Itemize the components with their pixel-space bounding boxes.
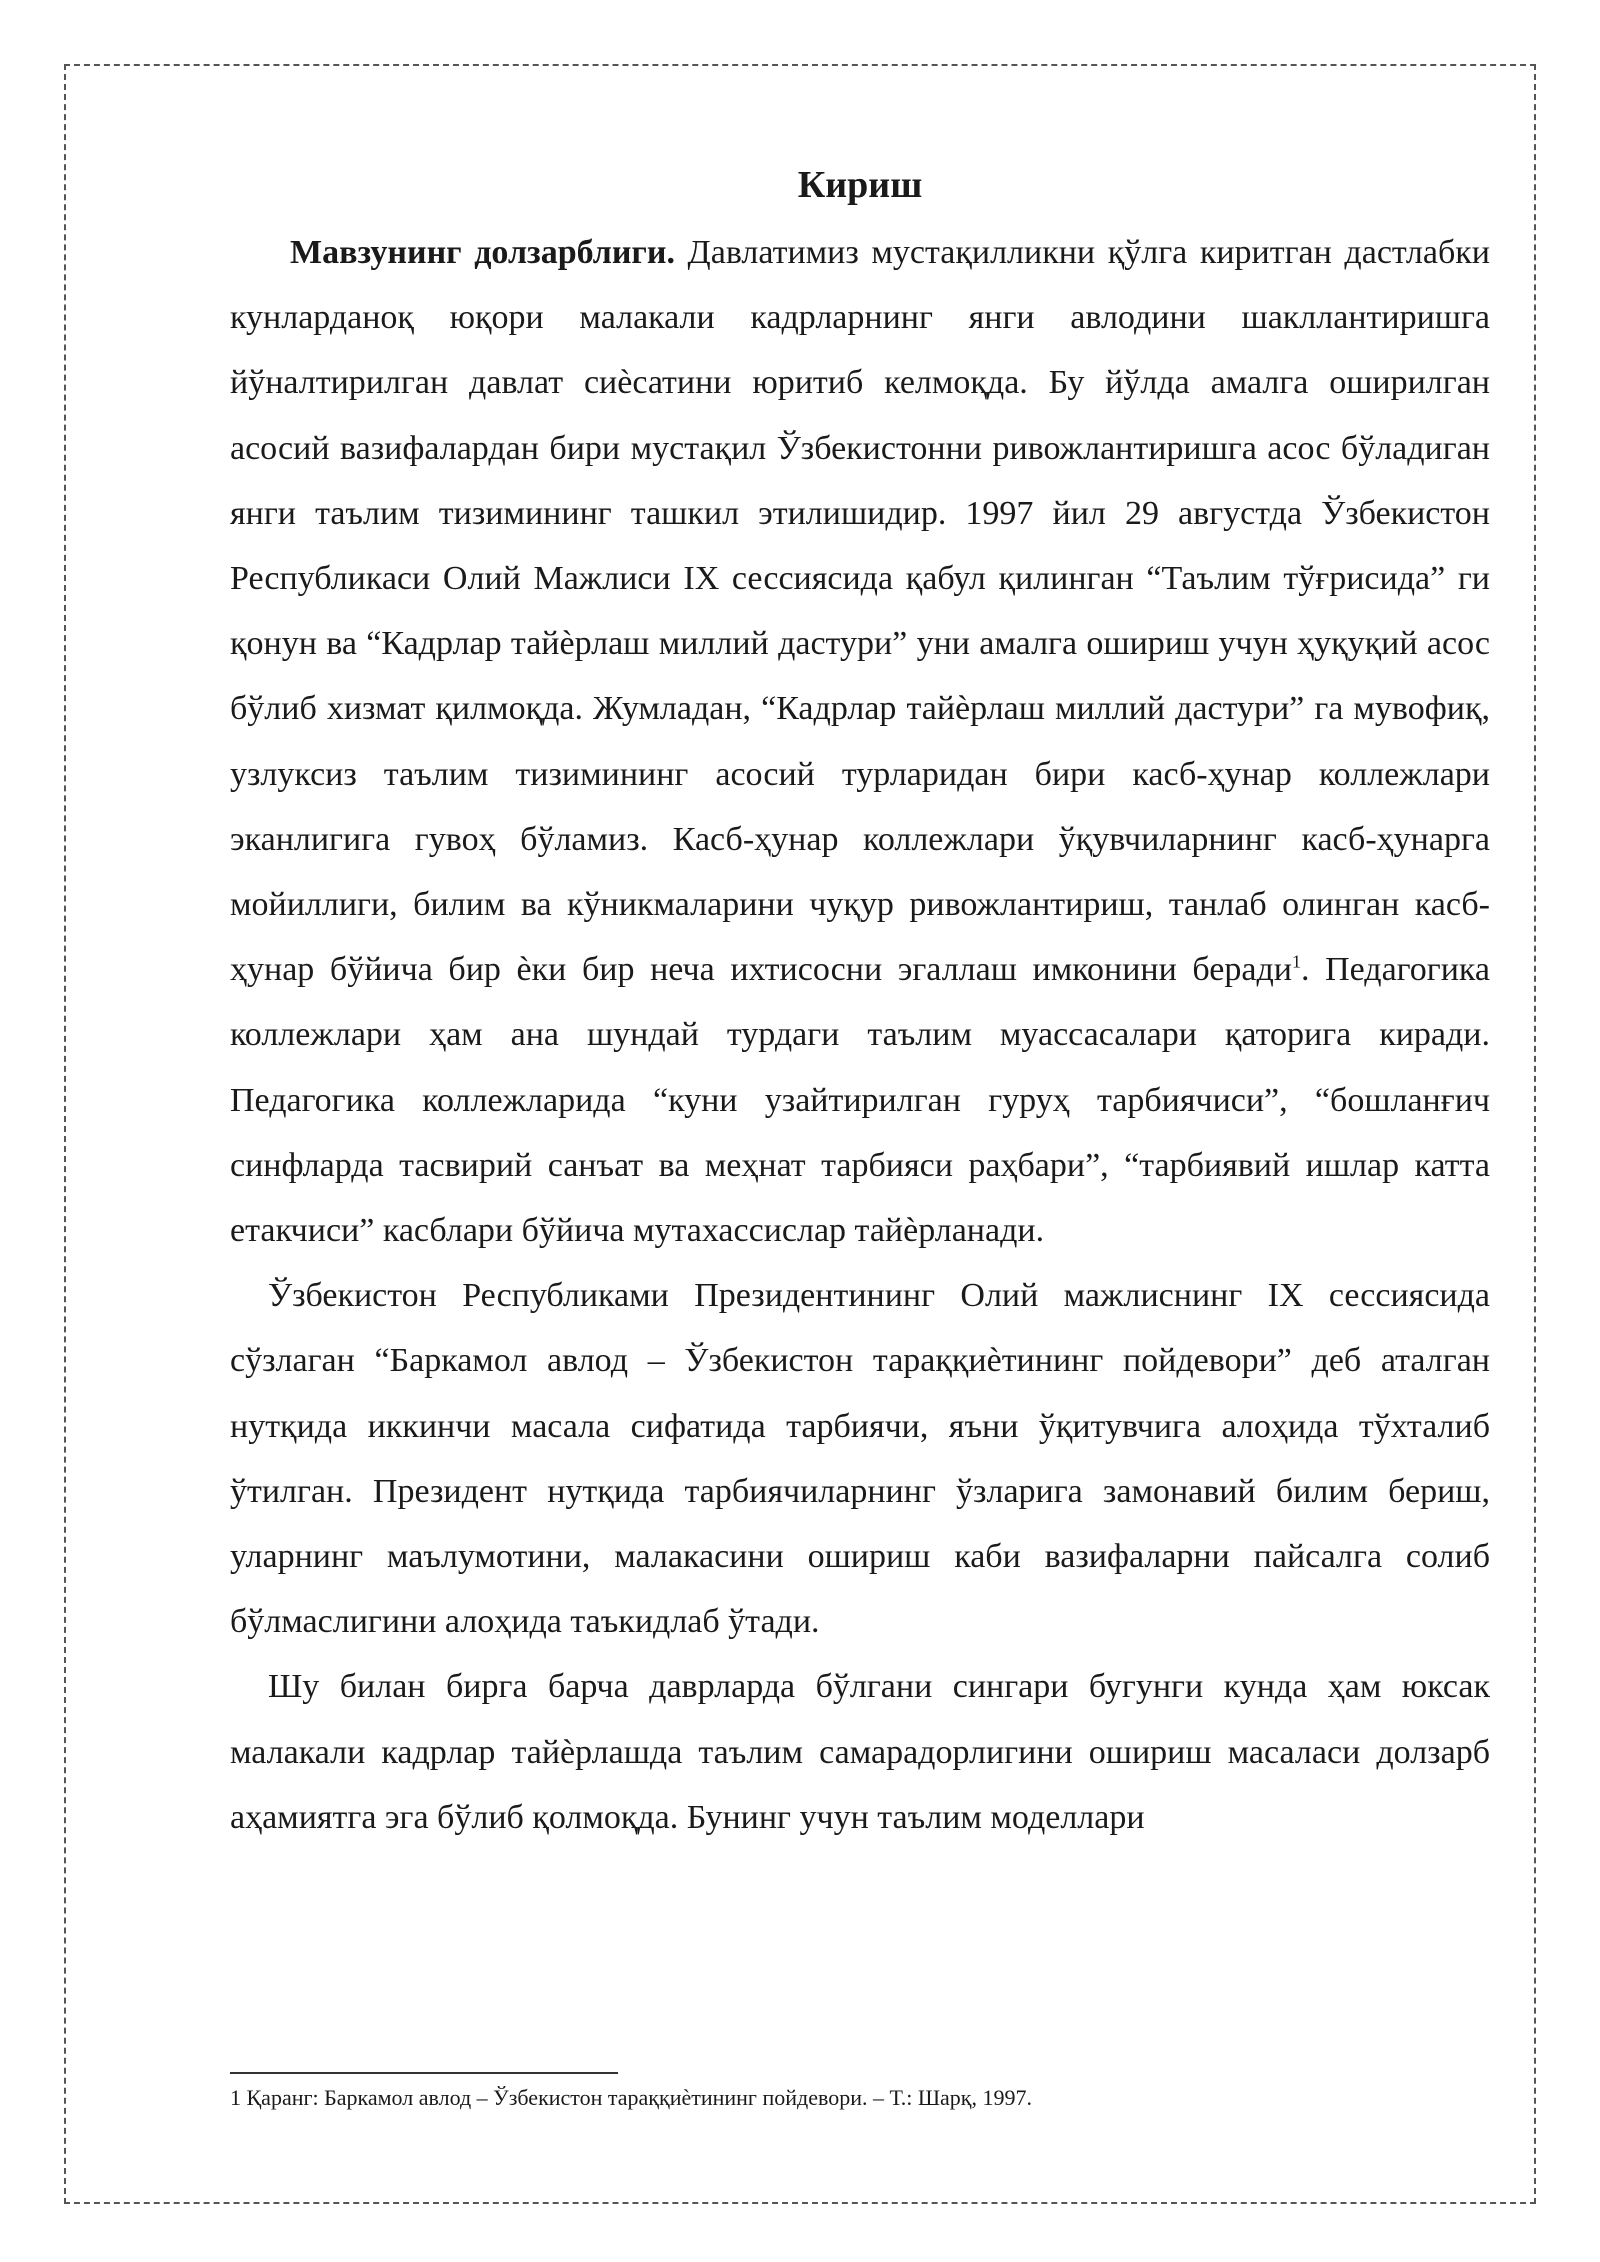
footnote-separator [230,2072,618,2074]
footnote: 1 Қаранг: Баркамол авлод – Ўзбекистон тараққиѐтининг пойдевори. – Т.: Шарқ, 1997. [230,2085,1032,2110]
paragraph-lead-heading: Мавзунинг долзарблиги. [290,234,675,271]
paragraph-president-speech: Ўзбекистон Республиками Президентининг Олий мажлиснинг IX сессиясида сўзлаган “Баркамол авлод – Ўзбекистон тараққиѐтининг пойдевори” деб аталган нутқида иккинчи масала сифатида тарбиячи, яъни ўқитувчига алоҳида тўхталиб ўтилган. Президент нутқида тарбиячиларнинг ўзларига замонавий билим бериш, уларнинг маълумотини, малакасини ошириш каби вазифаларни пайсалга солиб бўлмаслигини алоҳида таъкидлаб ўтади. [230,1277,1490,1641]
paragraph-relevance [230,220,1490,1263]
paragraph-education-efficiency: Шу билан бирга барча даврларда бўлгани сингари бугунги кунда ҳам юксак малакали кадрлар тайѐрлашда таълим самарадорлигини ошириш масаласи долзарб аҳамиятга эга бўлиб қолмоқда. Бунинг учун таълим моделлари [230,1668,1490,1836]
paragraph-text-continued: . Педагогика коллежлари ҳам ана шундай турдаги таълим муассасалари қаторига киради. Педагогика коллежларида “куни узайтирилган гуруҳ тарбиячиси”, “бошланғич синфларда тасвирий санъат ва меҳнат тарбияси раҳбари”, “тарбиявий ишлар катта етакчиси” касблари бўйича мутахассислар тайѐрланади. [230,951,1490,1250]
paragraph-text: Давлатимиз мустақилликни қўлга киритган дастлабки кунларданоқ юқори малакали кадрларнинг янги авлодини шакллантиришга йўналтирилган давлат сиѐсатини юритиб келмоқда. Бу йўлда амалга оширилган асосий вазифалардан бири мустақил Ўзбекистонни ривожлантиришга асос бўладиган янги таълим тизимининг ташкил этилишидир. 1997 йил 29 августда Ўзбекистон Республикаси Олий Мажлиси IX сессиясида қабул қилинган “Таълим тўғрисида” ги қонун ва “Кадрлар тайѐрлаш миллий дастури” уни амалга ошириш учун ҳуқуқий асос бўлиб хизмат қилмоқда. Жумладан, “Кадрлар тайѐрлаш миллий дастури” га мувофиқ, узлуксиз таълим тизимининг асосий турларидан бири касб-ҳунар коллежлари эканлигига гувоҳ бўламиз. Касб-ҳунар коллежлари ўқувчиларнинг касб-ҳунарга мойиллиги, билим ва кўникмаларини чуқур ривожлантириш, танлаб олинган касб-ҳунар бўйича бир ѐки бир неча ихтисосни эгаллаш имконини беради [230,234,1490,989]
document-body [230,150,1490,1850]
page-title: Кириш [797,164,923,206]
footnote-reference[interactable]: 1 [1291,951,1301,972]
